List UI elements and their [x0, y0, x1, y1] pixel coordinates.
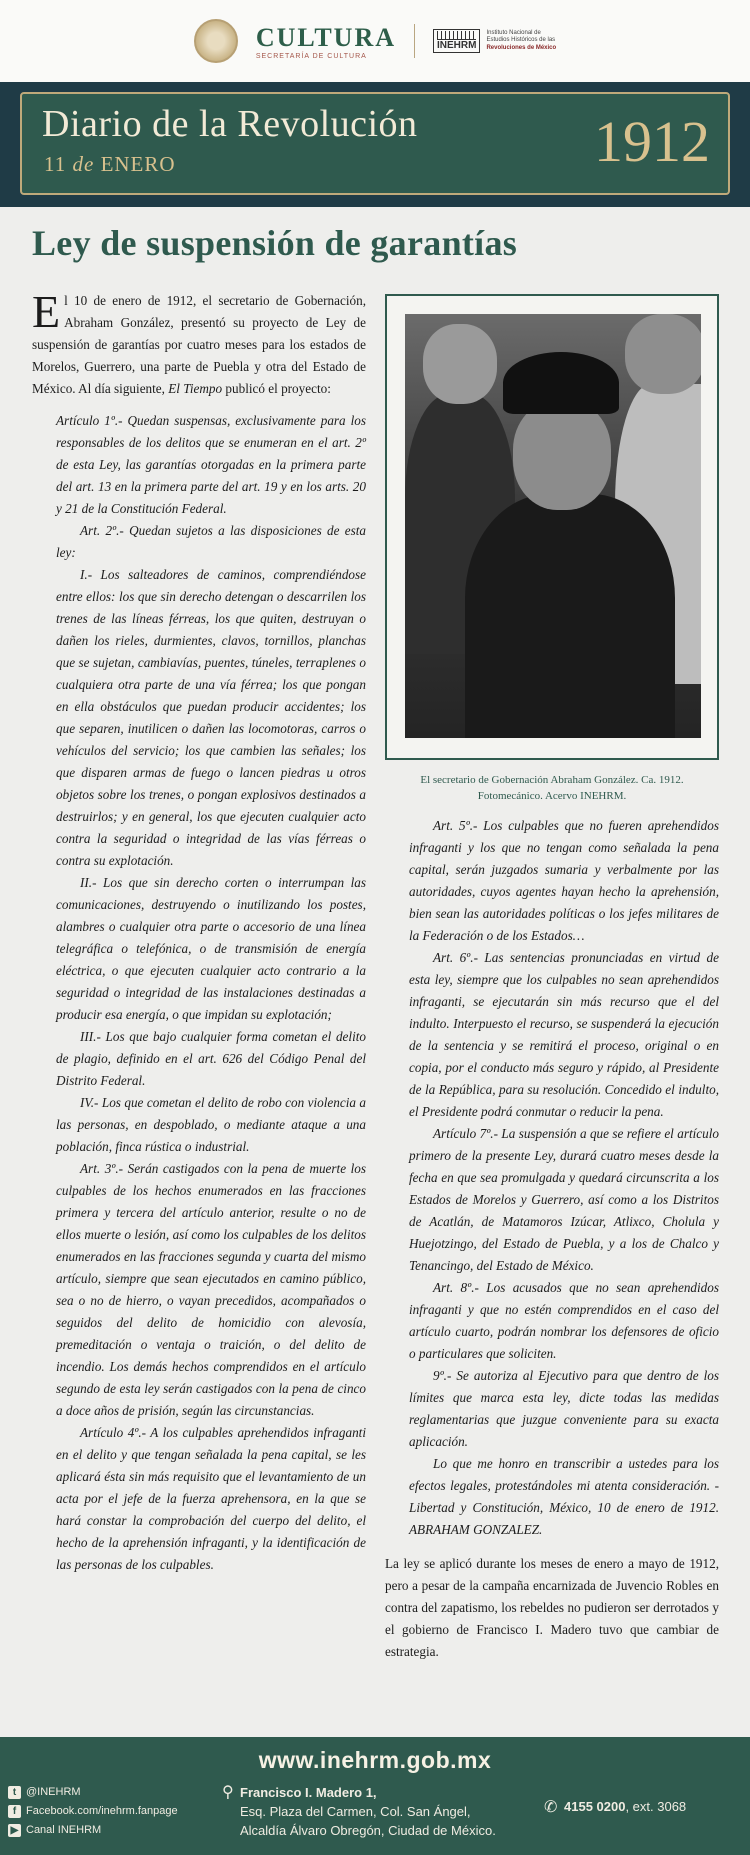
phone-number: 4155 0200 [564, 1799, 626, 1814]
law-paragraph: Art. 2º.- Quedan sujetos a las disposiciones de esta ley: [56, 523, 366, 560]
location-pin-icon: ⚲ [222, 1784, 234, 1801]
caption-line2: Fotomecánico. Acervo INEHRM. [477, 790, 627, 802]
law-paragraph: Lo que me honro en transcribir a ustedes para los efectos legales, protestándoles mi atenta consideración. - Libertad y Constitución, México, 10 de enero de 1912. ABRAHAM GONZALEZ. [409, 1456, 719, 1537]
address-line3: Alcaldía Álvaro Obregón, Ciudad de México. [240, 1823, 496, 1838]
address-line1: Francisco I. Madero 1, [240, 1785, 377, 1800]
cultura-logo[interactable] [256, 23, 396, 60]
inehrm-line2: Estudios Históricos de las [486, 37, 556, 44]
mexico-seal-icon [194, 19, 238, 63]
caption-line1: El secretario de Gobernación Abraham González. Ca. 1912. [420, 774, 684, 786]
social-links [8, 1783, 178, 1840]
title-banner [20, 92, 730, 195]
facebook-link[interactable] [8, 1802, 178, 1821]
law-paragraph: II.- Los que sin derecho corten o interrumpan las comunicaciones, destruyendo o inutilizando los postes, alambres o cualquier otra parte o accesorio de una línea telegráfica o telefónica, o de transmisión de energía eléctrica, o que ejecuten cualquier acto contrario a la seguridad o integridad de las instalaciones destinadas a producir esa energía, o que impidan su explotación; [56, 875, 366, 1022]
banner-year: 1912 [594, 109, 710, 174]
article-outro: La ley se aplicó durante los meses de enero a mayo de 1912, pero a pesar de la campaña encarnizada de Juvencio Robles en contra del zapatismo, los rebeldes no pudieron ser derrotados y el gobierno de Francisco I. Madero tuvo que cambiar de estrategia. [385, 1556, 719, 1659]
phone-icon: ✆ [544, 1799, 558, 1816]
banner-day: 11 [44, 152, 67, 176]
building-icon [437, 31, 476, 40]
article-left-column [32, 286, 366, 1576]
twitter-link[interactable] [8, 1783, 178, 1802]
twitter-handle: @INEHRM [26, 1786, 81, 1798]
header-logos [0, 0, 750, 82]
cultura-subtitle: SECRETARÍA DE CULTURA [255, 52, 367, 60]
banner-title: Diario de la Revolución [42, 103, 418, 145]
inehrm-mark [433, 29, 480, 53]
address-line2: Esq. Plaza del Carmen, Col. San Ángel, [240, 1804, 471, 1819]
inehrm-line3: Revoluciones de México [486, 44, 557, 51]
inehrm-name [486, 30, 556, 52]
cultura-wordmark: CULTURA [255, 22, 397, 52]
youtube-link[interactable] [8, 1821, 178, 1840]
law-paragraph: Art. 8º.- Los acusados que no sean aprehendidos infraganti y que no estén comprendidos en el caso del artículo cuarto, podrán nombrar los defensores de oficio o particulares que soliciten. [409, 1280, 719, 1361]
intro-newspaper: El Tiempo [168, 381, 223, 396]
banner-date [44, 152, 176, 177]
banner-month: ENERO [100, 152, 176, 176]
drop-cap: E [32, 286, 61, 337]
intro-end: publicó el proyecto: [222, 381, 331, 396]
facebook-icon: f [8, 1805, 21, 1818]
law-paragraph: Art. 3º.- Serán castigados con la pena de muerte los culpables de los hechos enumerados en las fracciones primera y tercera del artículo anterior, resulte o no de ellos muerte o lesión, así como los culpables de los delitos enumerados en las fracciones segunda y cuarta del mismo artículo, siempre que sean ejecutados en camino público, sea o no de hierro, o vayan precedidos, acompañados o seguidos del delito de homicidio con alevosía, premeditación o ventaja o traición, o del delito de incendio. Los demás hechos comprendidos en el artículo segundo de esta ley serán castigados con la pena de cinco a doce años de prisión, según las circunstancias. [56, 1161, 366, 1418]
facebook-url: Facebook.com/inehrm.fanpage [26, 1805, 178, 1817]
law-paragraph: I.- Los salteadores de caminos, comprendiéndose entre ellos: los que sin derecho detengan o descarrilen los trenes de las líneas férreas, los que quiten, destruyan o dañen los rieles, durmientes, clavos, tornillos, planchas que se sujetan, cambiavías, puentes, túneles, terraplenes o cualquiera otra parte de una vía férrea; los que pongan en ella obstáculos que puedan producir accidentes; los que separen, inutilicen o dañen las locomotoras, carros o vehículos del servicio; los que cambien las señales; los que disparen armas de fuego o lancen piedras u otros objetos sobre los trenes, o pongan explosivos destinados a destruirlos; y en general, los que ejecuten cualquier acto contra la seguridad o integridad de las vías férreas o contra su explotación. [56, 567, 366, 868]
phone-contact[interactable] [544, 1799, 687, 1816]
law-paragraph: IV.- Los que cometan el delito de robo con violencia a las personas, en despoblado, o mediante ataque a una población, finca rústica o industrial. [56, 1095, 366, 1154]
twitter-icon: t [8, 1786, 21, 1799]
phone-ext: , ext. 3068 [625, 1799, 687, 1814]
intro-text: l 10 de enero de 1912, el secretario de Gobernación, Abraham González, presentó su proyecto de Ley de suspensión de garantías por cuatro meses para los estados de Morelos, Guerrero, una parte de Puebla y otra del Estado de México. Al día siguiente, [32, 293, 366, 396]
law-paragraph: Artículo 1º.- Quedan suspensas, exclusivamente para los responsables de los delitos que se enumeran en el art. 2º de esta Ley, las garantías otorgadas en la primera parte del art. 13 en la primera parte del art. 19 y en los arts. 20 y 21 de la Constitución Federal. [56, 413, 366, 516]
article-headline: Ley de suspensión de garantías [32, 223, 518, 263]
article-intro [32, 286, 366, 400]
banner-de: de [72, 152, 95, 176]
address [222, 1783, 496, 1840]
law-text-right [385, 815, 719, 1541]
inehrm-line1: Instituto Nacional de [486, 30, 541, 37]
law-paragraph: Artículo 4º.- A los culpables aprehendidos infraganti en el delito y que tengan señalada la pena capital, se les aplicará ésta sin más requisito que el levantamiento de un acta por el jefe de la fuerza aprehensora, en la que se hará constar la comprobación del cuerpo del delito, el hecho de la aprehensión infraganti, y la identificación de las personas de los culpables. [56, 1425, 366, 1572]
photo-caption [385, 772, 719, 804]
law-text-left [32, 410, 366, 1576]
law-paragraph: Artículo 7º.- La suspensión a que se refiere el artículo primero de la presente Ley, durará cuatro meses desde la fecha en que sea promulgada y quedará circunscrita a los Estados de Morelos y Guerrero, así como a los Distritos de Acatlán, de Matamoros Izúcar, Atlixco, Cholula y Huejotzingo, del Estado de Puebla, y a los de Chalco y Tenancingo, del Estado de México. [409, 1126, 719, 1273]
inehrm-mark-text: INEHRM [437, 40, 477, 51]
youtube-icon: ▶ [8, 1824, 21, 1837]
law-paragraph: III.- Los que bajo cualquier forma cometan el delito de plagio, definido en el art. 626 del Código Penal del Distrito Federal. [56, 1029, 366, 1088]
website-link[interactable]: www.inehrm.gob.mx [258, 1747, 492, 1773]
footer [0, 1737, 750, 1855]
article-right-column [385, 815, 719, 1663]
law-paragraph: Art. 5º.- Los culpables que no fueren aprehendidos infraganti y los que no tengan como señalada la pena capital, serán juzgados sumaria y verbalmente por las autoridades, cuyos agentes hayan hecho la aprehensión, bien sean las autoridades políticas o los jefes militares de la Federación o de los Estados… [409, 818, 719, 943]
law-paragraph: Art. 6º.- Las sentencias pronunciadas en virtud de esta ley, siempre que los culpables no sean aprehendidos infraganti, se ejecutarán sin más recurso que el del indulto. Interpuesto el recurso, se suspenderá la ejecución de la sentencia y se remitirá el proceso, original o en copia, por el conducto más seguro y rápido, al Presidente de la República, para su resolución. Concedido el indulto, el Presidente podrá conmutar o reducir la pena. [409, 950, 719, 1119]
abraham-gonzalez-photo [405, 314, 701, 738]
photo-frame [385, 294, 719, 760]
logo-divider [414, 24, 415, 58]
law-paragraph: 9º.- Se autoriza al Ejecutivo para que dentro de los límites que marca esta ley, dicte todas las medidas reglamentarias que juzgue conveniente para su exacta aplicación. [409, 1368, 719, 1449]
inehrm-logo[interactable] [433, 29, 556, 53]
youtube-channel: Canal INEHRM [26, 1824, 102, 1836]
